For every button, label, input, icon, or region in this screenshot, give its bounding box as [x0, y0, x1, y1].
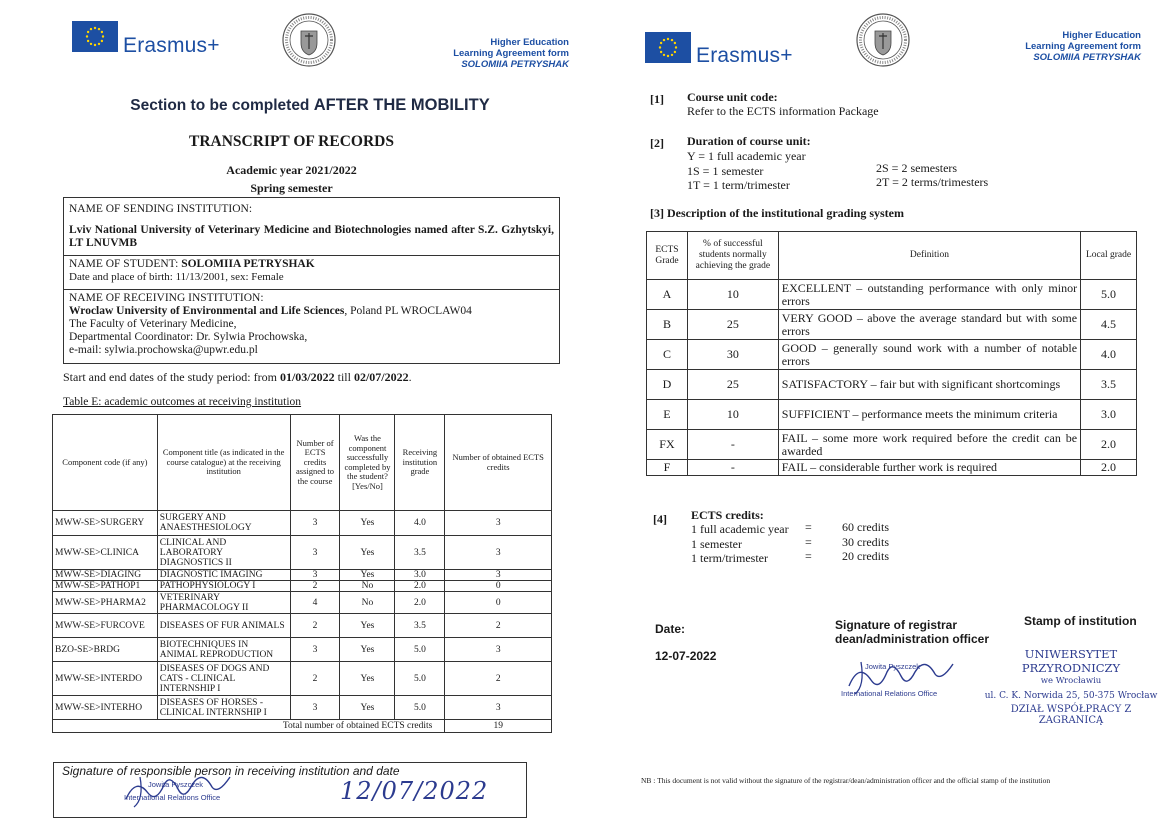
institution-stamp — [983, 647, 1159, 726]
header-student-name: SOLOMIIA PETRYSHAK — [1033, 52, 1141, 63]
registrar-signature-icon — [841, 656, 971, 700]
grading-page — [583, 0, 1166, 837]
header-line-1: Higher Education — [1062, 30, 1141, 41]
table-row — [53, 662, 552, 696]
handwritten-date: 12/07/2022 — [340, 777, 489, 805]
duration-2s: 2S = 2 semesters — [876, 161, 958, 175]
stamp-line-2: we Wrocławiu — [1040, 676, 1102, 686]
ects-grade: E — [647, 400, 688, 430]
local-grade: 3.5 — [1081, 370, 1137, 400]
component-code: MWW-SE>INTERDO — [53, 662, 158, 696]
stamp-line-1: UNIWERSYTET PRZYRODNICZY — [1021, 647, 1121, 675]
grade: 2.0 — [395, 592, 445, 614]
study-period-suffix: . — [408, 370, 412, 384]
coordinator: Departmental Coordinator: Dr. Sylwia Prochowska, — [69, 331, 308, 343]
completed: Yes — [340, 696, 395, 720]
grading-row — [647, 370, 1137, 400]
grade-definition: GOOD – generally sound work with a number of notable errors — [778, 340, 1080, 370]
ects-obtained: 0 — [445, 592, 552, 614]
ects-assigned: 3 — [290, 511, 340, 536]
grading-row — [647, 310, 1137, 340]
ects-assigned: 4 — [290, 592, 340, 614]
grading-row — [647, 400, 1137, 430]
receiving-institution-country: , Poland PL WROCLAW04 — [344, 305, 472, 317]
stamp-name: Jowita Pyszczek — [865, 662, 921, 671]
university-seal-icon — [281, 12, 337, 68]
column-header: Number of obtained ECTS credits — [445, 415, 552, 511]
faculty: The Faculty of Veterinary Medicine, — [69, 318, 237, 330]
table-row — [53, 536, 552, 570]
grading-system-heading: [3] Description of the institutional grading system — [650, 206, 904, 220]
column-header: Component title (as indicated in the course catalogue) at the receiving institution — [157, 415, 290, 511]
ects-obtained: 3 — [445, 511, 552, 536]
completed: Yes — [340, 536, 395, 570]
institution-info-box — [63, 197, 560, 364]
completed: Yes — [340, 570, 395, 581]
total-label: Total number of obtained ECTS credits — [53, 720, 445, 733]
student-row — [64, 256, 559, 290]
coordinator-email: e-mail: sylwia.prochowska@upwr.edu.pl — [69, 344, 258, 356]
header-line-2: Learning Agreement form — [1025, 41, 1141, 52]
grading-column-header: Local grade — [1081, 232, 1137, 280]
table-row — [53, 696, 552, 720]
semester: Spring semester — [250, 181, 333, 195]
credits-semester-value: 30 credits — [842, 535, 889, 549]
table-row — [53, 592, 552, 614]
ects-assigned: 3 — [290, 536, 340, 570]
component-title: DISEASES OF DOGS AND CATS - CLINICAL INTERNSHIP I — [157, 662, 290, 696]
component-title: PATHOPHYSIOLOGY I — [157, 581, 290, 592]
component-code: BZO-SE>BRDG — [53, 638, 158, 662]
component-title: BIOTECHNIQUES IN ANIMAL REPRODUCTION — [157, 638, 290, 662]
grading-header-row — [647, 232, 1137, 280]
duration-year: Y = 1 full academic year — [687, 149, 806, 163]
grading-row — [647, 280, 1137, 310]
ects-obtained: 3 — [445, 536, 552, 570]
grade-definition: SATISFACTORY – fair but with significant shortcomings — [778, 370, 1080, 400]
student-name: SOLOMIIA PETRYSHAK — [181, 258, 315, 270]
form-header — [1025, 30, 1141, 63]
note-4-number: [4] — [653, 512, 667, 526]
credits-year-label: 1 full academic year — [691, 522, 789, 536]
receiving-institution-label: NAME OF RECEIVING INSTITUTION: — [69, 292, 264, 304]
grade-percent: 25 — [687, 310, 778, 340]
signature-scribble-icon — [116, 769, 256, 811]
grade-percent: 10 — [687, 280, 778, 310]
registrar-signature-label-2: dean/administration officer — [835, 632, 990, 646]
study-period-from: 01/03/2022 — [279, 370, 335, 384]
duration-2t: 2T = 2 terms/trimesters — [876, 175, 989, 189]
duration-1t: 1T = 1 term/trimester — [687, 178, 790, 192]
grade-percent: 30 — [687, 340, 778, 370]
table-row — [53, 581, 552, 592]
academic-year: Academic year 2021/2022 — [226, 163, 357, 177]
receiving-institution-row — [64, 290, 559, 365]
grading-column-header: ECTS Grade — [647, 232, 688, 280]
stamp-office: International Relations Office — [841, 689, 938, 698]
column-header: Receiving institution grade — [395, 415, 445, 511]
study-period-to: 02/07/2022 — [353, 370, 409, 384]
note-2-number: [2] — [650, 136, 664, 150]
ects-obtained: 3 — [445, 696, 552, 720]
grading-row — [647, 430, 1137, 460]
student-birth: Date and place of birth: 11/13/2001, sex: Female — [69, 271, 284, 283]
ects-assigned: 3 — [290, 696, 340, 720]
duration-1s: 1S = 1 semester — [687, 164, 764, 178]
ects-obtained: 3 — [445, 570, 552, 581]
credits-semester-eq: = — [805, 535, 812, 549]
grade-definition: FAIL – considerable further work is required — [778, 460, 1080, 476]
credits-year-value: 60 credits — [842, 520, 889, 534]
note-1-number: [1] — [650, 92, 664, 106]
grade-percent: - — [687, 430, 778, 460]
component-title: DISEASES OF HORSES - CLINICAL INTERNSHIP I — [157, 696, 290, 720]
completed: Yes — [340, 511, 395, 536]
grade-percent: 10 — [687, 400, 778, 430]
column-header: Number of ECTS credits assigned to the course — [290, 415, 340, 511]
receiving-institution-name: Wroclaw University of Environmental and Life Sciences — [69, 305, 345, 317]
grade: 3.5 — [395, 614, 445, 638]
completed: No — [340, 581, 395, 592]
erasmus-logo-text: Erasmus+ — [123, 34, 220, 57]
ects-grade: D — [647, 370, 688, 400]
ects-obtained: 2 — [445, 662, 552, 696]
ects-obtained: 2 — [445, 614, 552, 638]
credits-term-label: 1 term/trimester — [691, 551, 768, 565]
local-grade: 2.0 — [1081, 460, 1137, 476]
section-title-prefix: Section to be completed — [130, 97, 314, 114]
column-header: Was the component successfully completed by the student? [Yes/No] — [340, 415, 395, 511]
component-code: MWW-SE>PHARMA2 — [53, 592, 158, 614]
ects-assigned: 2 — [290, 614, 340, 638]
stamp-line-4: DZIAŁ WSPÓŁPRACY Z ZAGRANICĄ — [1010, 704, 1132, 726]
transcript-title: TRANSCRIPT OF RECORDS — [189, 133, 394, 150]
note-4-heading: ECTS credits: — [691, 508, 764, 522]
ects-assigned: 3 — [290, 570, 340, 581]
component-code: MWW-SE>SURGERY — [53, 511, 158, 536]
receiving-institution-line — [69, 305, 554, 318]
component-code: MWW-SE>DIAGING — [53, 570, 158, 581]
grade: 3.5 — [395, 536, 445, 570]
registrar-signature-label-1: Signature of registrar — [835, 618, 958, 632]
component-title: CLINICAL AND LABORATORY DIAGNOSTICS II — [157, 536, 290, 570]
grade: 5.0 — [395, 662, 445, 696]
ects-assigned: 2 — [290, 581, 340, 592]
section-title — [0, 96, 583, 115]
local-grade: 5.0 — [1081, 280, 1137, 310]
component-title: SURGERY AND ANAESTHESIOLOGY — [157, 511, 290, 536]
ects-grade: A — [647, 280, 688, 310]
table-header-row — [53, 415, 552, 511]
local-grade: 4.0 — [1081, 340, 1137, 370]
grade: 4.0 — [395, 511, 445, 536]
signature-label: Signature of responsible person in receiving institution and date — [62, 764, 400, 778]
component-code: MWW-SE>INTERHO — [53, 696, 158, 720]
student-line — [69, 258, 554, 271]
stamp-label: Stamp of institution — [1024, 614, 1137, 628]
local-grade: 3.0 — [1081, 400, 1137, 430]
study-period-prefix: Start and end dates of the study period: from — [63, 370, 280, 384]
grade-definition: SUFFICIENT – performance meets the minimum criteria — [778, 400, 1080, 430]
grade: 2.0 — [395, 581, 445, 592]
grade-definition: VERY GOOD – above the average standard but with some errors — [778, 310, 1080, 340]
sending-institution-name: Lviv National University of Veterinary Medicine and Biotechnologies named after S.Z. Gzhytskyi, LT LNUVMB — [69, 224, 554, 249]
total-row — [53, 720, 552, 733]
local-grade: 2.0 — [1081, 430, 1137, 460]
component-code: MWW-SE>CLINICA — [53, 536, 158, 570]
grade: 5.0 — [395, 638, 445, 662]
grading-table — [646, 231, 1137, 476]
form-header — [453, 37, 569, 70]
grading-row — [647, 460, 1137, 476]
erasmus-logo-text: Erasmus+ — [696, 44, 793, 67]
note-1-text: Refer to the ECTS information Package — [687, 104, 879, 118]
eu-flag-icon — [645, 32, 691, 63]
completed: No — [340, 592, 395, 614]
academic-outcomes-table — [52, 414, 552, 733]
ects-grade: B — [647, 310, 688, 340]
credits-term-eq: = — [805, 549, 812, 563]
completed: Yes — [340, 638, 395, 662]
grade-percent: - — [687, 460, 778, 476]
grade: 5.0 — [395, 696, 445, 720]
header-line-2: Learning Agreement form — [453, 48, 569, 59]
credits-semester-label: 1 semester — [691, 537, 742, 551]
table-row — [53, 511, 552, 536]
grading-column-header: % of successful students normally achieving the grade — [687, 232, 778, 280]
eu-flag-icon — [72, 21, 118, 52]
ects-grade: F — [647, 460, 688, 476]
study-period-mid: till — [334, 370, 354, 384]
component-code: MWW-SE>FURCOVE — [53, 614, 158, 638]
note-2-heading: Duration of course unit: — [687, 134, 811, 148]
university-seal-icon — [855, 12, 911, 68]
table-row — [53, 570, 552, 581]
credits-year-eq: = — [805, 520, 812, 534]
stamp-office: International Relations Office — [124, 793, 221, 802]
validity-note: NB : This document is not valid without the signature of the registrar/dean/administration officer and the official stamp of the institution — [641, 776, 1051, 785]
completed: Yes — [340, 662, 395, 696]
note-1-heading: Course unit code: — [687, 90, 778, 104]
table-caption: Table E: academic outcomes at receiving institution — [63, 396, 302, 408]
component-title: DISEASES OF FUR ANIMALS — [157, 614, 290, 638]
sending-institution-row — [64, 198, 559, 256]
ects-assigned: 3 — [290, 638, 340, 662]
total-value: 19 — [445, 720, 552, 733]
header-student-name: SOLOMIIA PETRYSHAK — [461, 59, 569, 70]
local-grade: 4.5 — [1081, 310, 1137, 340]
stamp-name: Jowita Pyszczek — [148, 780, 204, 789]
column-header: Component code (if any) — [53, 415, 158, 511]
grade: 3.0 — [395, 570, 445, 581]
grade-percent: 25 — [687, 370, 778, 400]
stamp-line-3: ul. C. K. Norwida 25, 50-375 Wrocław — [984, 691, 1158, 701]
signature-box — [53, 762, 527, 818]
component-title: VETERINARY PHARMACOLOGY II — [157, 592, 290, 614]
grading-column-header: Definition — [778, 232, 1080, 280]
grading-row — [647, 340, 1137, 370]
table-row — [53, 638, 552, 662]
completed: Yes — [340, 614, 395, 638]
component-code: MWW-SE>PATHOP1 — [53, 581, 158, 592]
component-title: DIAGNOSTIC IMAGING — [157, 570, 290, 581]
section-title-emphasis: AFTER THE MOBILITY — [313, 96, 490, 114]
ects-grade: FX — [647, 430, 688, 460]
ects-obtained: 3 — [445, 638, 552, 662]
grade-definition: FAIL – some more work required before the credit can be awarded — [778, 430, 1080, 460]
date-value: 12-07-2022 — [655, 649, 717, 663]
study-period — [63, 370, 412, 385]
header-line-1: Higher Education — [490, 37, 569, 48]
student-label: NAME OF STUDENT: — [69, 258, 182, 270]
ects-grade: C — [647, 340, 688, 370]
ects-assigned: 2 — [290, 662, 340, 696]
sending-institution-label: NAME OF SENDING INSTITUTION: — [69, 203, 253, 215]
credits-term-value: 20 credits — [842, 549, 889, 563]
grade-definition: EXCELLENT – outstanding performance with only minor errors — [778, 280, 1080, 310]
ects-obtained: 0 — [445, 581, 552, 592]
table-row — [53, 614, 552, 638]
date-label: Date: — [655, 622, 686, 636]
